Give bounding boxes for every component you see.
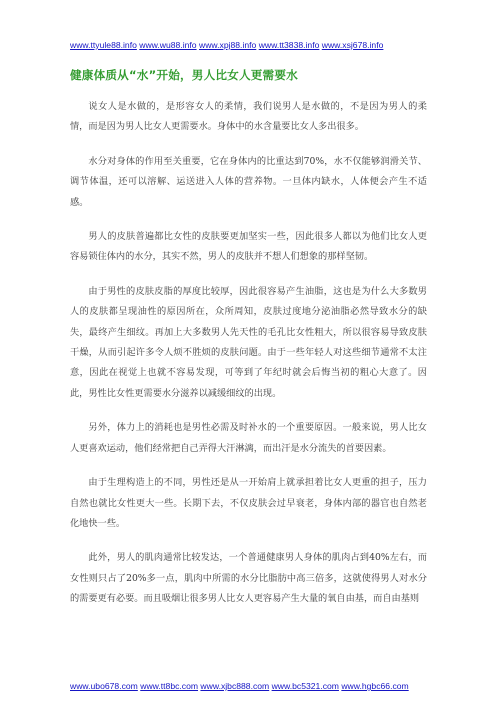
paragraph: 水分对身体的作用至关重要，它在身体内的比重达到70%，水不仅能够润滑关节、调节体温，还可以溶解、运送进入人体的营养物。一旦体内缺水，人体便会产生不适感。 (70, 155, 427, 208)
paragraph: 男人的皮肤普遍都比女性的皮肤要更加坚实一些，因此很多人都以为他们比女人更容易锁住体内的水分，其实不然，男人的皮肤并不想人们想象的那样坚韧。 (70, 231, 427, 263)
footer-link[interactable]: www.ubo678.com (70, 681, 138, 691)
article-title: 健康体质从“水”开始，男人比女人更需要水 (70, 68, 298, 82)
header-link[interactable]: www.ttyule88.info (70, 40, 137, 50)
paragraph: 由于男性的皮肤皮脂的厚度比较厚，因此很容易产生油脂，这也是为什么大多数男人的皮肤都呈现油性的原因所在，众所周知，皮肤过度地分泌油脂必然导致水分的缺失，最终产生细纹。再加上大多数男人先天性的毛孔比女性粗大，所以很容易导致皮肤干燥，从而引起许多令人烦不胜烦的皮肤问题。由于一些年轻人对这些细节通常不太注意，因此在视觉上也就不容易发现，可等到了年纪时就会后悔当初的粗心大意了。因此，男性比女性更需要水分滋养以减缓细纹的出现。 (70, 285, 427, 399)
footer-link[interactable]: www.hgbc66.com (341, 681, 409, 691)
paragraph: 由于生理构造上的不同，男性还是从一开始肩上就承担着比女人更重的担子，压力自然也就比女性更大一些。长期下去，不仅皮肤会过早衰老，身体内部的器官也自然老化地快一些。 (70, 477, 427, 529)
header-link[interactable]: www.xpj88.info (198, 40, 257, 50)
footer-link[interactable]: www.xjbc888.com (200, 681, 270, 691)
article-body (70, 97, 427, 624)
header-link[interactable]: www.xsj678.info (321, 40, 384, 50)
paragraph: 说女人是水做的，是形容女人的柔情，我们说男人是水做的，不是因为男人的柔情，而是因为男人比女人更需要水。身体中的水含量要比女人多出很多。 (70, 101, 427, 133)
footer-link[interactable]: www.tt8bc.com (140, 681, 199, 691)
header-link[interactable]: www.tt3838.info (258, 40, 320, 50)
header-links (70, 40, 383, 50)
footer-links (70, 681, 409, 691)
paragraph: 此外，男人的肌肉通常比较发达，一个普通健康男人身体的肌肉占到40%左右，而女性则只占了20%多一点，肌肉中所需的水分比脂肪中高三倍多，这就使得男人对水分的需要更有必要。而且吸烟让很多男人比女人更容易产生大量的氧自由基，而自由基则 (70, 552, 427, 605)
paragraph: 另外，体力上的消耗也是男性必需及时补水的一个重要原因。一般来说，男人比女人更喜欢运动，他们经常把自己弄得大汗淋漓，而出汗是水分流失的首要因素。 (70, 422, 427, 454)
header-link[interactable]: www.wu88.info (139, 40, 197, 50)
footer-link[interactable]: www.bc5321.com (271, 681, 339, 691)
